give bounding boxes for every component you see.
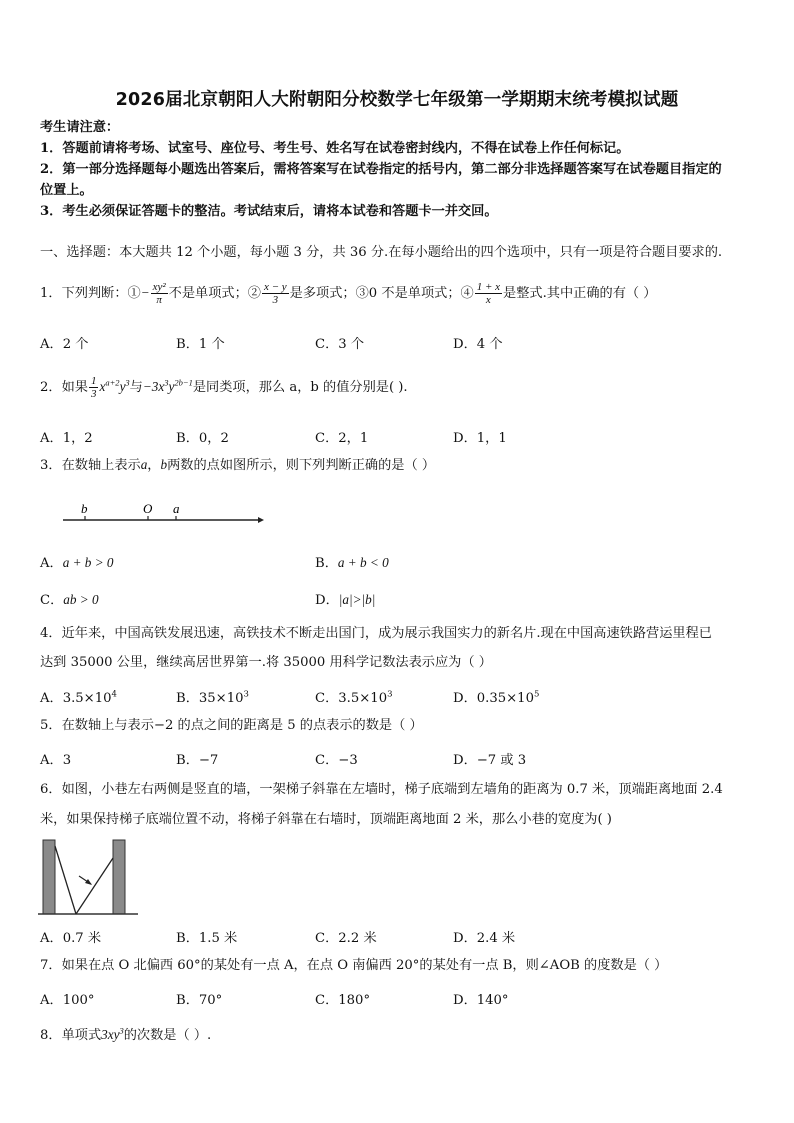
notice-item-2-cont: 位置上。 bbox=[40, 183, 93, 198]
q1-option-a[interactable]: A．2 个 bbox=[40, 337, 89, 352]
q1-fraction-2: $\frac{x - y}{3}$ bbox=[263, 281, 287, 306]
q3-option-b[interactable]: B．a + b < 0 bbox=[315, 555, 389, 571]
question-6-line-2: 米，如果保持梯子底端位置不动，将梯子斜靠在右墙时，顶端距离地面 2 米，那么小巷的宽度为( ) bbox=[40, 812, 612, 827]
q7-option-d[interactable]: D．140° bbox=[453, 993, 509, 1008]
label-a: a bbox=[173, 501, 180, 516]
q3-option-c[interactable]: C．ab > 0 bbox=[40, 592, 99, 608]
notice-item-3: 3．考生必须保证答题卡的整洁。考试结束后，请将本试卷和答题卡一并交回。 bbox=[40, 204, 498, 219]
q7-option-a[interactable]: A．100° bbox=[40, 993, 95, 1008]
question-6-line-1: 6．如图，小巷左右两侧是竖直的墙，一架梯子斜靠在左墙时，梯子底端到左墙角的距离为 0.7 米，顶端距离地面 2.4 bbox=[40, 782, 723, 797]
question-3: 3．在数轴上表示a，b两数的点如图所示，则下列判断正确的是（ ） bbox=[40, 457, 436, 473]
q3-option-d[interactable]: D．|a|>|b| bbox=[315, 592, 376, 608]
q1-number: 1． bbox=[40, 286, 62, 301]
q4-option-d[interactable]: D．$0.35\times 10^5$ bbox=[453, 689, 540, 706]
q5-option-a[interactable]: A．3 bbox=[40, 753, 72, 768]
q7-option-b[interactable]: B．70° bbox=[176, 993, 223, 1008]
question-8: 8．单项式$3xy^3$的次数是（ ）. bbox=[40, 1025, 212, 1043]
q2-option-d[interactable]: D．1，1 bbox=[453, 431, 507, 446]
q1-option-d[interactable]: D．4 个 bbox=[453, 337, 503, 352]
q1-lead: 下列判断：① bbox=[61, 286, 141, 301]
q2-option-a[interactable]: A．1，2 bbox=[40, 431, 93, 446]
q1-fraction-1: $\frac{\text{xy²}}{\pi}$ bbox=[152, 281, 166, 306]
q2-fraction: $\frac{1}{3}$ bbox=[90, 375, 97, 400]
notice-item-2: 2．第一部分选择题每小题选出答案后，需将答案写在试卷指定的括号内，第二部分非选择题答案写在试卷题目指定的 bbox=[40, 162, 722, 177]
q7-option-c[interactable]: C．180° bbox=[315, 993, 371, 1008]
q4-option-b[interactable]: B．$35\times 10^3$ bbox=[176, 689, 249, 706]
ladder-alley-figure bbox=[38, 836, 138, 916]
q2-option-c[interactable]: C．2，1 bbox=[315, 431, 369, 446]
q4-option-a[interactable]: A．$3.5\times 10^4$ bbox=[40, 689, 117, 706]
notice-heading: 考生请注意： bbox=[40, 120, 120, 135]
question-1 bbox=[40, 278, 656, 309]
q6-option-b[interactable]: B．1.5 米 bbox=[176, 931, 238, 946]
question-4-line-1: 4．近年来，中国高铁发展迅速，高铁技术不断走出国门，成为展示我国实力的新名片.现在中国高速铁路营运里程已 bbox=[40, 626, 712, 641]
q6-option-a[interactable]: A．0.7 米 bbox=[40, 931, 102, 946]
q1-minus: − bbox=[140, 285, 150, 300]
q1-fraction-3: $\frac{1 + x}{x}$ bbox=[476, 281, 501, 306]
q1-text-3: 是整式.其中正确的有（ ） bbox=[503, 286, 657, 301]
q1-option-b[interactable]: B．1 个 bbox=[176, 337, 225, 352]
q2-option-b[interactable]: B．0，2 bbox=[176, 431, 229, 446]
q5-option-d[interactable]: D．−7 或 3 bbox=[453, 753, 527, 768]
label-b: b bbox=[81, 501, 88, 516]
q1-option-c[interactable]: C．3 个 bbox=[315, 337, 365, 352]
q3-option-a[interactable]: A．a + b > 0 bbox=[40, 555, 114, 571]
section-heading: 一、选择题：本大题共 12 个小题，每小题 3 分，共 36 分.在每小题给出的四个选项中，只有一项是符合题目要求的. bbox=[40, 245, 723, 260]
question-7: 7．如果在点 O 北偏西 60°的某处有一点 A，在点 O 南偏西 20°的某处有一点 B，则∠AOB 的度数是（ ） bbox=[40, 958, 668, 973]
notice-item-1: 1．答题前请将考场、试室号、座位号、考生号、姓名写在试卷密封线内，不得在试卷上作任何标记。 bbox=[40, 141, 630, 156]
question-5: 5．在数轴上与表示−2 的点之间的距离是 5 的点表示的数是（ ） bbox=[40, 718, 423, 733]
number-line-figure bbox=[55, 497, 270, 529]
page-title: 2026届北京朝阳人大附朝阳分校数学七年级第一学期期末统考模拟试题 bbox=[115, 90, 679, 110]
q1-text-2: 是多项式；③0 不是单项式；④ bbox=[289, 286, 474, 301]
q4-option-c[interactable]: C．$3.5\times 10^3$ bbox=[315, 689, 393, 706]
label-origin: O bbox=[143, 501, 153, 516]
q5-option-b[interactable]: B．−7 bbox=[176, 753, 219, 768]
question-2: 2．如果 $\frac{1}{3}$ $x^{a+2}y^3$与$-3x^3y^{2b-1}$是同类项，那么 a，b 的值分别是( ). bbox=[40, 375, 408, 400]
q6-option-d[interactable]: D．2.4 米 bbox=[453, 931, 516, 946]
question-4-line-2: 达到 35000 公里，继续高居世界第一.将 35000 用科学记数法表示应为（ ） bbox=[40, 655, 492, 670]
q5-option-c[interactable]: C．−3 bbox=[315, 753, 358, 768]
q1-text-1: 不是单项式；② bbox=[168, 286, 261, 301]
q6-option-c[interactable]: C．2.2 米 bbox=[315, 931, 377, 946]
